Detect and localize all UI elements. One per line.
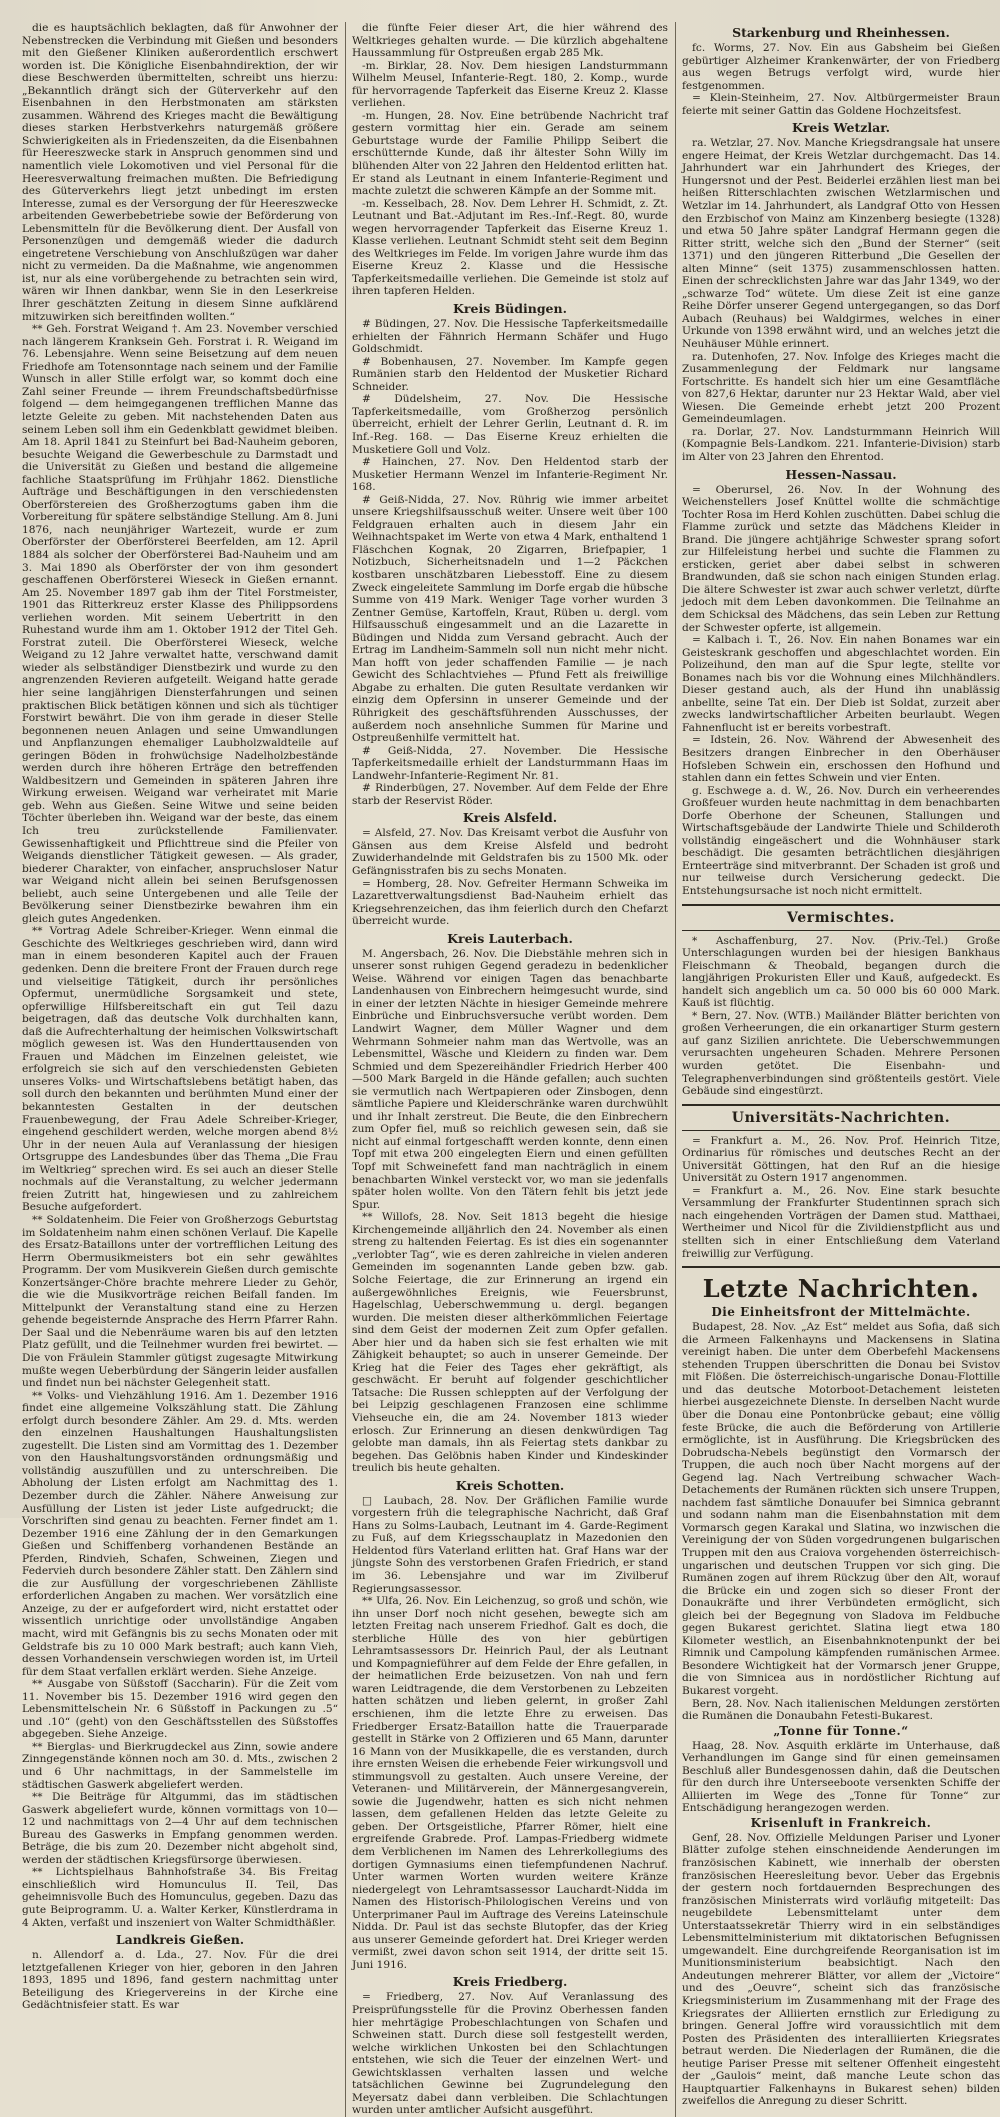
article-ulfa: ** Ulfa, 26. Nov. Ein Leichenzug, so groß und schön, wie ihn unser Dorf noch nicht gesehen, bewegte sich am letzten Freitag nach unserem Friedhof. Galt es doch, die sterbliche Hülle des von hier gebürtigen Lehramtsassessors Dr. Heinrich Paul, der als Leutnant und Kompagnieführer auf dem Felde der Ehre gefallen, in der heimatlichen Erde beizusetzen. Von nah und fern waren Leidtragende, die dem Verstorbenen zu Lebzeiten hatten schätzen und lieben gelernt, in großer Zahl erschienen, ihm die letzte Ehre zu erweisen. Das Friedberger Ersatz-Bataillon hatte die Trauerparade gestellt in Stärke von 2 Offizieren und 65 Mann, darunter 16 Mann von der Musikkapelle, die es verstanden, durch ihre ernsten Weisen die erhebende Feier wirkungsvoll und stimmungsvoll zu gestalten. Auch unsere Vereine, der Veteranen- und Militärverein, der Männergesangverein, sowie die Jugendwehr, hatten es sich nicht nehmen lassen, dem gefallenen Helden das letzte Geleite zu geben. Der Ortsgeistliche, Pfarrer Römer, hielt eine ergreifende Grabrede. Prof. Lampas-Friedberg widmete dem Verblichenen im Namen des Lehrerkollegiums des dortigen Gymnasiums einen tiefempfundenen Nachruf. Unter warmen Worten wurden weitere Kränze niedergelegt von Lehramtsassessor Lauchardt-Nidda im Namen des Historisch-Philologischen Vereins und von Unterprimaner Paul im Auftrage des Vereins Lateinschule Nidda. Dr. Paul ist das sechste Blutopfer, das der Krieg aus unserer Gemeinde gefordert hat. Drei Krieger werden vermißt, zwei davon schon seit 1914, der dritte seit 15. Juni 1916. xyxy=(352,1595,668,1971)
article-birklar: -m. Birklar, 28. Nov. Dem hiesigen Landsturmmann Wilhelm Meusel, Infanterie-Regt. 180, 2. Komp., wurde für hervorragende Tapferkeit das Eiserne Kreuz 2. Klasse verliehen. xyxy=(352,59,668,110)
article-kalbach: = Kalbach i. T., 26. Nov. Ein nahen Bonames war ein Geisteskrank geschoffen und abgeschlachtet worden. Ein Polizeihund, den man auf die Spur legte, stellte vor Bonames nach bis vor die Wohnung eines Milchhändlers. Dieser gestand auch, als der Hund ihn unablässig anbellte, seine Tat ein. Der Dieb ist Soldat, zurzeit aber zwecks landwirtschaftlicher Arbeiten beurlaubt. Wegen Fahnenflucht ist er bereits vorbestraft. xyxy=(682,634,1000,734)
article-bern-2: Bern, 28. Nov. Nach italienischen Meldungen zerstörten die Rumänen die Donaubahn Fetesti-Bukarest. xyxy=(682,1697,1000,1723)
article-friedberg: = Friedberg, 27. Nov. Auf Veranlassung des Preisprüfungsstelle für die Provinz Oberhessen fanden hier mehrtägige Probeschlachtungen von Schafen und Schweinen statt. Durch diese soll festgestellt werden, welche wirklichen Unkosten bei den Schlachtungen entstehen, wie sich die Teuer der einzelnen Wert- und Gewichtsklassen verhalten lassen und welche tatsächlichen Gewinne bei Zugrundelegung den Meyersatz dabei dann verbleiben. Die Schlachtungen wurden unter amtlicher Aufsicht ausgeführt. xyxy=(352,1991,668,2117)
section-box-heading: Universitäts-Nachrichten. xyxy=(682,1104,1000,1131)
article-willofs: ** Willofs, 28. Nov. Seit 1813 begeht die hiesige Kirchengemeinde alljährlich den 24. November als einen streng zu haltenden Feiertag. Es ist dies ein sogenannter „verlobter Tag“, wie es deren zahlreiche in vielen anderen Gemeinden im sogenannten Lande geben bzw. gab. Solche Feiertage, die zur Erinnerung an irgend ein außergewöhnliches Ereignis, wie Feuersbrunst, Hagelschlag, Ueberschwemmung u. dergl. begangen wurden. Die meisten dieser altherkömmlichen Feiertage sind dem Geist der modernen Zeit zum Opfer gefallen. Aber hier und da haben sich sie fest erhalten wie mit Zähigkeit behauptet; so auch in unserer Gemeinde. Der Krieg hat die Feier des Tages eher gekräftigt, als geschwächt. Er beruht auf folgender geschichtlicher Tatsache: Die Russen schleppten auf der Verfolgung der bei Leipzig geschlagenen Franzosen eine schlimme Viehseuche ein, die am 24. November 1813 wieder erlosch. Zur Erinnerung an diesen denkwürdigen Tag gelobte man damals, ihn als Feiertag stets dankbar zu begehen. Das Gelöbnis haben Kinder und Kindeskinder treulich bis heute gehalten. xyxy=(352,1211,668,1475)
article-obituary-weigand: ** Geh. Forstrat Weigand †. Am 23. November verschied nach längerem Kranksein Geh. Forstrat i. R. Weigand im 76. Lebensjahre. Wenn seine Beisetzung auf dem neuen Friedhofe am Totensonntage nach seinem und der Familie Wunsch in aller Stille erfolgt war, so kommt doch eine Zahl seiner Freunde — ihrem Freundschaftsbedürfnisse folgend — dem heimgegangenen trefflichen Manne das letzte Geleite zu geben. Mit nachstehenden Daten aus seinem Leben soll ihm ein Gedenkblatt gewidmet bleiben. Am 18. April 1841 zu Steinfurt bei Bad-Nauheim geboren, besuchte Weigand die Gewerbeschule zu Darmstadt und die Universität zu Gießen und bestand die allgemeine fachliche Staatsprüfung im Frühjahr 1862. Dienstliche Aufträge und Beschäftigungen in den verschiedensten Oberförstereien des Großherzogtums gaben ihm die Vorbereitung für spätere selbständige Stellung. Am 8. Juni 1876, nach neunjähriger Wartezeit, wurde er zum Oberförster der Oberförsterei Beerfelden, am 12. April 1884 als solcher der Oberförsterei Bad-Nauheim und am 3. Mai 1890 als Oberförster der von ihm gesondert geschaffenen Oberförsterei Wieseck in Gießen ernannt. Am 25. November 1897 gab ihm der Titel Forstmeister, 1901 das Ritterkreuz erster Klasse des Philippsordens verliehen worden. Mit seinem Uebertritt in den Ruhestand wurde ihm am 1. Oktober 1912 der Titel Geh. Forstrat zuteil. Die Oberförsterei Wieseck, welche Weigand zu 12 Jahre verwaltet hatte, verschwand damit wieder als selbständiger Dienstbezirk und wurde zu den angrenzenden Revieren aufgeteilt. Weigand hatte gerade hier seine langjährigen Diensterfahrungen und seinen praktischen Blick betätigen können und sich als tüchtiger Forstwirt bewährt. Die von ihm gerade in dieser Stelle begonnenen neuen Anlagen und seine Umwandlungen und Anpflanzungen ehemaliger Laubholzwaldteile auf geringen Böden in frohwüchsige Nadelholzbestände werden durch ihre höheren Erträge den betreffenden Waldbesitzern und Gemeinden in späteren Jahren ihre Wirkung erweisen. Weigand war verheiratet mit Marie geb. Wehn aus Gießen. Seine Witwe und seine beiden Töchter überleben ihn. Weigand war der beste, das einem Ich treu zurückstellende Familienvater. Gewissenhaftigkeit und Pflichttreue sind die Pfeiler von Weigands dienstlicher Tätigkeit gewesen. — Als grader, biederer Charakter, von einfacher, anspruchsloser Natur war Weigand nicht allein bei seinen Berufsgenossen beliebt, auch seine Untergebenen und alle Teile der Bevölkerung seiner Dienstbezirke bewahren ihm ein gleich gutes Angedenken. xyxy=(22,323,338,925)
article-geiss-nidda-2: # Geiß-Nidda, 27. November. Die Hessische Tapferkeitsmedaille erhielt der Landsturmmann Haas im Landwehr-Infanterie-Regiment Nr. 81. xyxy=(352,744,668,782)
article-homberg: = Homberg, 28. Nov. Gefreiter Hermann Schweika im Lazarettverwaltungsdienst Bad-Nauheim erhielt das Kriegsehrenzeichen, das ihm feierlich durch den Chefarzt überreicht wurde. xyxy=(352,877,668,928)
article-oberursel: = Oberursel, 26. Nov. In der Wohnung des Weichenstellers Josef Knüttel wollte die schmächtige Tochter Rosa im Herd Kohlen zuschütten. Dabei schlug die Flamme zurück und setzte das Mädchens Kleider in Brand. Die jüngere achtjährige Schwester sprang sofort zur Hilfeleistung herbei und suchte die Flammen zu ersticken, geriet aber dabei selbst in schweren Brandwunden, daß sie schon nach einigen Stunden erlag. Die ältere Schwester ist zwar auch schwer verletzt, dürfte jedoch mit dem Leben davonkommen. Die Teilnahme an dem Schicksal des Mädchens, das sein Leben zur Rettung der Schwester opferte, ist allgemein. xyxy=(682,483,1000,634)
subheading: Die Einheitsfront der Mittelmächte. xyxy=(711,1305,971,1320)
subheading: „Tonne für Tonne.“ xyxy=(773,1723,909,1738)
article-dorlar: ra. Dorlar, 27. Nov. Landsturmmann Heinrich Will (Kompagnie Bels-Landkom. 221. Infanterie-Division) starb im Alter von 23 Jahren den Ehrentod. xyxy=(682,425,1000,463)
article-bobenhausen: # Bobenhausen, 27. November. Im Kampfe gegen Rumänien starb den Heldentod der Musketier Richard Schneider. xyxy=(352,355,668,393)
article-saccharin: ** Ausgabe von Süßstoff (Saccharin). Für die Zeit vom 11. November bis 15. Dezember 1916 wird gegen den Lebensmittelschein Nr. 6 Süßstoff in Packungen zu .5“ und .10“ (geht) von den Geschäftsstellen des Süßstoffes abgegeben. Siehe Anzeige. xyxy=(22,1678,338,1741)
article-tin: ** Bierglas- und Bierkrugdeckel aus Zinn, sowie andere Zinngegenstände können noch am 30. d. Mts., zwischen 2 und 6 Uhr nachmittags, in der Sammelstelle im städtischen Gaswerk abgeliefert werden. xyxy=(22,1740,338,1791)
article-hungen: -m. Hungen, 28. Nov. Eine betrübende Nachricht traf gestern vormittag hier ein. Gerade am seinem Geburtstage wurde der Familie Philipp Seibert die erschütternde Kunde, daß ihr ältester Sohn Willy im blühenden Alter von 22 Jahren den Heldentod erlitten hat. Er stand als Leutnant in einem Infanterie-Regiment und machte zuletzt die schweren Kämpfe an der Somme mit. xyxy=(352,109,668,198)
article-text: die fünfte Feier dieser Art, die hier während des Weltkrieges gehalten wurde. — Die kürzlich abgehaltene Haussammlung für Ostpreußen ergab 285 Mk. xyxy=(352,22,668,60)
article-dutenhofen: ra. Dutenhofen, 27. Nov. Infolge des Krieges macht die Zusammenlegung der Feldmark nur langsame Fortschritte. Es handelt sich hier um eine Gesamtfläche von 827,6 Hektar, darunter nur 23 Hektar Wald, aber viel Wiesen. Die Gemeinde erhebt jetzt 200 Prozent Gemeindeumlagen. xyxy=(682,350,1000,426)
article-angersbach: M. Angersbach, 26. Nov. Die Diebstähle mehren sich in unserer sonst ruhigen Gegend geradezu in bedenklicher Weise. Während vor einigen Tagen das benachbarte Landenhausen von Einbrechern heimgesucht wurde, sind in einer der letzten Nächte in hiesiger Gemeinde mehrere Einbrüche und Einbruchsversuche verübt worden. Dem Landwirt Wagner, dem Müller Wagner und dem Wehrmann Sohmeier nahm man das Wertvolle, was an Lebensmittel, Wäsche und Kleidern zu finden war. Dem Schmied und dem Spezereihändler Friedrich Herber 400—500 Mark Bargeld in die Hände gefallen; auch suchten sie vermutlich nach Wertpapieren oder Zinsbogen, denn sämtliche Papiere und Kleiderschränke waren durchwühlt und ihr Inhalt zerstreut. Die Beute, die den Einbrechern zum Opfer fiel, muß so reichlich gewesen sein, daß sie nicht auf einmal fortgeschafft werden konnte, denn einen Topf mit etwa 200 eingelegten Eiern und einen gefüllten Topf mit Schweinefett fand man nachträglich in einem benachbarten Winkel versteckt vor, wo man sie jedenfalls später holen wollte. Von den Tätern fehlt bis jetzt jede Spur. xyxy=(352,947,668,1211)
article-haag: Haag, 28. Nov. Asquith erklärte im Unterhause, daß Verhandlungen im Gange sind für einen gemeinsamen Beschluß aller Bundesgenossen dahin, daß die Deutschen für den durch ihre Unterseeboote versenkten Schiffe der Alliierten im Wege des „Tonne für Tonne“ zur Entschädigung herangezogen werden. xyxy=(682,1739,1000,1815)
article-alsfeld: = Alsfeld, 27. Nov. Das Kreisamt verbot die Ausfuhr von Gänsen aus dem Kreise Alsfeld und bedroht Zuwiderhandelnde mit Geldstrafen bis zu 1500 Mk. oder Gefängnisstrafen bis zu sechs Monaten. xyxy=(352,827,668,877)
article-duedelsheim: # Düdelsheim, 27. Nov. Die Hessische Tapferkeitsmedaille, vom Großherzog persönlich überreicht, erhielt der Lehrer Gerlin, Leutnant d. R. im Inf.-Reg. 168. — Das Eiserne Kreuz erhielten die Musketiere Goll und Volz. xyxy=(352,393,668,456)
article-geiss-nidda: # Geiß-Nidda, 27. Nov. Rührig wie immer arbeitet unsere Kriegshilfsausschuß weiter. Unsere weit über 100 Feldgrauen erhalten auch in diesem Jahr ein Weihnachtspaket im Werte von etwa 4 Mark, enthaltend 1 Fläschchen Kognak, 20 Zigarren, Briefpapier, 1 Notizbuch, Sicherheitsnadeln und 1—2 Päckchen kostbaren unschätzbaren Liebesstoff. Eine zu diesem Zweck eingeleitete Sammlung im Dorfe ergab die hübsche Summe von 419 Mark. Weniger Tage vorher wurden 3 Zentner Gemüse, Kartoffeln, Kraut, Rüben u. dergl. vom Hilfsausschuß eingesammelt und an die Lazarette in Büdingen und Nidda zum Versand gebracht. Auch der Ertrag im Landheim-Sammeln soll nun nicht mehr nicht. Man hofft von jeder schaffenden Familie — je nach Gewicht des Schlachtviehes — Pfund Fett als freiwillige Abgabe zu erhalten. Die guten Resultate verdanken wir einzig dem Opfersinn in unserer Gemeinde und der Rührigkeit des geschäftsführenden Ausschusses, der außerdem noch ansehnliche Summen für Marine und Ostpreußenhilfe vermittelt hat. xyxy=(352,493,668,745)
subheading: Krisenluft in Frankreich. xyxy=(750,1815,932,1830)
article-buedingen: # Büdingen, 27. Nov. Die Hessische Tapferkeitsmedaille erhielten der Fähnrich Hermann Schäfer und Hugo Goldschmidt. xyxy=(352,318,668,356)
article-kesselbach: -m. Kesselbach, 28. Nov. Dem Lehrer H. Schmidt, z. Zt. Leutnant und Bat.-Adjutant im Res.-Inf.-Regt. 80, wurde wegen hervorragender Tapferkeit das Eiserne Kreuz 1. Klasse verliehen. Leutnant Schmidt steht seit dem Beginn des Weltkrieges im Felde. Im vorigen Jahre wurde ihm das Eiserne Kreuz 2. Klasse und die Hessische Tapferkeitsmedaille verliehen. Die Gemeinde ist stolz auf ihren tapferen Helden. xyxy=(352,197,668,298)
article-census: ** Volks- und Viehzählung 1916. Am 1. Dezember 1916 findet eine allgemeine Volkszählung statt. Die Zählung erfolgt durch besondere Zähler. Am 29. d. Mts. werden den einzelnen Haushaltungen Haushaltungslisten zugestellt. Die Listen sind am Vormittag des 1. Dezember von den Haushaltungsvorständen ordnungsmäßig und vollständig auszufüllen und zu unterschreiben. Die Abholung der Listen erfolgt am Nachmittag des 1. Dezember durch die Zähler. Nähere Anweisung zur Ausfüllung der Listen ist jeder Liste aufgedruckt; die Vorschriften sind genau zu beachten. Ferner findet am 1. Dezember 1916 eine Zählung der in den Gemarkungen Gießen und Schiffenberg vorhandenen Bestände an Pferden, Rindvieh, Schafen, Schweinen, Ziegen und Federvieh durch besondere Zähler statt. Den Zählern sind die zur Ausfüllung der vorgeschriebenen Zählliste erforderlichen Angaben zu machen. Wer vorsätzlich eine Anzeige, zu der er aufgefordert wird, nicht erstattet oder wissentlich unrichtige oder unvollständige Angaben macht, wird mit Gefängnis bis zu sechs Monaten oder mit Geldstrafe bis zu 10 000 Mark bestraft; auch kann Vieh, dessen Vorhandensein verschwiegen worden ist, im Urteil für dem Staat verfallen erklärt werden. Siehe Anzeige. xyxy=(22,1389,338,1678)
section-heading: Kreis Friedberg. xyxy=(452,1974,568,1990)
article-idstein: = Idstein, 26. Nov. Während der Abwesenheit des Besitzers drangen Einbrecher in den Oberhäuser Hofsleben Schwein ein, erschossen den Hofhund und stahlen dann ein fettes Schwein und vier Enten. xyxy=(682,734,1000,785)
article-eschwege: g. Eschwege a. d. W., 26. Nov. Durch ein verheerendes Großfeuer wurden heute nachmittag in dem benachbarten Dorfe Oberhone der Scheunen, Stallungen und Wirtschaftsgebäude der Landwirte Thiele und Schilderoth vollständig eingeäschert und die Wohnhäuser stark beschädigt. Die gesamten beträchtlichen diesjährigen Ernteerträge sind mitverbrannt. Der Schaden ist groß und nur teilweise durch Versicherung gedeckt. Die Entstehungsursache ist noch nicht ermittelt. xyxy=(682,784,1000,897)
section-heading: Kreis Büdingen. xyxy=(453,301,567,317)
article-text: die es hauptsächlich beklagten, daß für Anwohner der Nebenstrecken die Verbindung mit Gießen und besonders mit den Gießener Kliniken außerordentlich erschwert worden ist. Die Königliche Eisenbahndirektion, der wir diese Beschwerden übermittelten, schreibt uns hierzu: „Bekanntlich drängt sich der Güterverkehr auf den Eisenbahnen in den Herbstmonaten am stärksten zusammen. Während des Krieges macht die Bewältigung dieses starken Herbstverkehrs naturgemäß größere Schwierigkeiten als in Friedenszeiten, da die Eisenbahnen für Heereszwecke stark in Anspruch genommen sind und namentlich viele Lokomotiven und viel Personal für die Heeresverwaltung freimachen mußten. Die Befriedigung des Güterverkehrs liegt jetzt unbedingt im ersten Interesse, zumal es der Versorgung der für Heereszwecke arbeitenden Gewerbebetriebe sowie der Beförderung von Lebensmitteln für die Bevölkerung dient. Der Ausfall von Personenzügen und demgemäß wieder die dadurch eingetretene Verschiebung von Anschlußzügen war daher nicht zu vermeiden. Da die Maßnahme, wie angenommen ist, nur als eine vorübergehende zu betrachten sein wird, wären wir Ihnen dankbar, wenn Sie in den Leserkreise Ihrer geschätzten Zeitung in diesem Sinne aufklärend mitzuwirken sich bereitfinden wollten.“ xyxy=(22,22,338,323)
article-soldatenheim: ** Soldatenheim. Die Feier von Großherzogs Geburtstag im Soldatenheim nahm einen schönen Verlauf. Die Kapelle des Ersatz-Bataillons unter der vortrefflichen Leitung des Herrn Obermusikmeisters bot ein sehr gewähltes Programm. Der vom Musikverein Gießen durch gemischte Konzertsänger-Chöre brachte mehrere Lieder zu Gehör, die wie die Musikvorträge reichen Beifall fanden. Im Mittelpunkt der Veranstaltung stand eine zu Herzen gehende begeisternde Ansprache des Herrn Pfarrer Rahn. Der Saal und die Nebenräume waren bis auf den letzten Platz gefüllt, und die Teilnehmer wurden frei bewirtet. — Die von Fräulein Stammler gütigst zugesagte Mitwirkung mußte wegen Ueberbürdung der Sängerin leider ausfallen und findet nun bei nächster Gelegenheit statt. xyxy=(22,1213,338,1390)
column-3 xyxy=(682,22,1000,2117)
article-wetzlar: ra. Wetzlar, 27. Nov. Manche Kriegsdrangsale hat unsere engere Heimat, der Kreis Wetzlar durchgemacht. Das 14. Jahrhundert war ein Jahrhundert des Krieges, der Hungersnot und der Pest. Beiderlei erzählen liest man bei heißen Ritterschlachten zwischen Wetzlarmischen und Wetzlar im 14. Jahrhundert, als Landgraf Otto von Hessen den Erzbischof von Mainz am Kinzenberg besiegte (1328) und etwa 50 Jahre später Landgraf Hermann gegen die Ritter stritt, welche sich den „Bund der Sterner“ (seit 1371) und den jüngeren Ritterbund „Die Gesellen der alten Minne“ (seit 1375) zusammenschlossen hatten. Einen der schrecklichsten Jahre war das Jahr 1349, wo der „schwarze Tod“ wütete. Um diese Zeit ist eine ganze Reihe Dörfer unserer Gegend untergegangen, so das Dorf Aubach (Reuhaus) bei Waldgirmes, welches in einer Urkunde von 1398 erwähnt wird, und an welches jetzt die Neuhäuser Mühle erinnert. xyxy=(682,137,1000,351)
article-klein-steinheim: = Klein-Steinheim, 27. Nov. Altbürgermeister Braun feierte mit seiner Gattin das Goldene Hochzeitsfest. xyxy=(682,92,1000,117)
section-heading: Starkenburg und Rheinhessen. xyxy=(732,25,950,40)
divider xyxy=(682,1266,1000,1268)
article-frankfurt-1: = Frankfurt a. M., 26. Nov. Prof. Heinrich Titze, Ordinarius für römisches und deutsches Recht an der Universität Göttingen, hat den Ruf an die hiesige Universität zu Ostern 1917 angenommen. xyxy=(682,1134,1000,1185)
article-laubach: □ Laubach, 28. Nov. Der Gräflichen Familie wurde vorgestern früh die telegraphische Nachricht, daß Graf Hans zu Solms-Laubach, Leutnant im 4. Garde-Regiment zu Fuß, auf dem Kriegsschauplatz in Mazedonien den Heldentod fürs Vaterland erlitten hat. Graf Hans war der jüngste Sohn des verstorbenen Grafen Friedrich, er stand im 36. Lebensjahre und war im Zivilberuf Regierungsassessor. xyxy=(352,1494,668,1595)
article-rinderbuegen: # Rinderbügen, 27. November. Auf dem Felde der Ehre starb der Reservist Röder. xyxy=(352,782,668,807)
section-heading: Kreis Lauterbach. xyxy=(447,930,573,946)
section-box-heading: Vermischtes. xyxy=(682,904,1000,931)
article-hainchen: # Hainchen, 27. Nov. Den Heldentod starb der Musketier Hermann Wenzel im Infanterie-Regiment Nr. 168. xyxy=(352,456,668,494)
article-frankfurt-2: = Frankfurt a. M., 26. Nov. Eine stark besuchte Versammlung der Frankfurter Studentinnen sprach sich nach eingehenden Vorträgen der Damen stud. Matthaei, Wertheimer und Nicol für die Zivildienstpflicht aus und stellten sich in einer Entschließung dem Vaterland freiwillig zur Verfügung. xyxy=(682,1184,1000,1260)
column-2 xyxy=(352,22,668,2117)
article-budapest: Budapest, 28. Nov. „Az Est“ meldet aus Sofia, daß sich die Armeen Falkenhayns und Mackensens in Slatina vereinigt haben. Die unter dem Oberbefehl Mackensens stehenden Truppen überschritten die Donau bei Svistov mit Flößen. Die österreichisch-ungarische Donau-Flottille und das deutsche Motorboot-Detachement leisteten hierbei ausgezeichnete Dienste. In derselben Nacht wurde über die Donau eine Pontonbrücke gebaut; eine völlig feste Brücke, die auch die Beförderung von Artillerie ermöglichte, ist in Ausführung. Die Kriegsbrücken des Dobrudscha-Nebels begünstigt den Vormarsch der Truppen, die auch noch über Nacht morgens auf der Gegend lag. Nach Vertreibung schwacher Wach-Detachements der Rumänen rückten sich unsere Truppen, nachdem fast sämtliche Donauufer bei Simnica gebrannt und sodann nahm man die Eisenbahnstation mit dem Vormarsch gegen Karakal und Slatina, wo inzwischen die Vereinigung der von Süden vorgedrungenen bulgarischen Truppen mit den aus Craiova vorgehenden österreichisch-ungarischen und deutschen Truppen vor sich ging. Die Rumänen zogen auf ihrem Rückzug über den Alt, worauf die Brücke ein und zogen sich so dieser Front der Donaukräfte und ihrer Verbündeten ermöglicht, sich gleich bei der Begegnung von Sladova im Feldbuche gegen Bukarest gerichtet. Slatina liegt etwa 180 Kilometer westlich, an Eisenbahnknotenpunkt der bei Rimnik und Campolung kämpfenden rumänischen Armee. Besondere Wichtigkeit hat der Vormarsch jener Gruppe, die von Simnicea aus in nordöstlicher Richtung auf Bukarest vorgeht. xyxy=(682,1321,1000,1697)
article-cinema: ** Lichtspielhaus Bahnhofstraße 34. Bis Freitag einschließlich wird Homunculus II. Teil, Das geheimnisvolle Buch des Homunculus, gegeben. Dazu das gute Beiprogramm. U. a. Walter Kerker, Künstlerdrama in 4 Akten, verfaßt und inszeniert von Walter Schmidthäßler. xyxy=(22,1866,338,1929)
article-lecture: ** Vortrag Adele Schreiber-Krieger. Wenn einmal die Geschichte des Weltkrieges geschrieben wird, dann wird man in einem besonderen Kapitel auch der Frauen gedenken. Denn die breitere Front der Frauen durch rege und vielseitige Tätigkeit, durch ihr persönliches Opfermut, unermüdliche Sorgsamkeit und stete, opferwillige Hilfsbereitschaft ein gut Teil dazu beigetragen, daß das deutsche Volk durchhalten kann, daß die Aufrechterhaltung der heimischen Volkswirtschaft möglich gewesen ist. Was den Hunderttausenden von Frauen und Mädchen im Einzelnen geleistet, wie erfolgreich sie sich auf den verschiedensten Gebieten unseres Volks- und Wirtschaftslebens betätigt haben, das soll durch den bekannten und berühmten Mund einer der bekanntesten Gestalten in der deutschen Frauenbewegung, der Frau Adele Schreiber-Krieger, eingehend geschildert werden, welche morgen abend 8½ Uhr in der neuen Aula auf Veranlassung der hiesigen Ortsgruppe des Landesbundes über das Thema „Die Frau im Weltkrieg“ sprechen wird. Es sei auch an dieser Stelle nochmals auf die Veranstaltung, zu welcher jedermann freien Zutritt hat, hingewiesen und zu zahlreichem Besuche aufgefordert. xyxy=(22,925,338,1214)
article-bern: * Bern, 27. Nov. (WTB.) Mailänder Blätter berichten von großen Verheerungen, die ein orkanartiger Sturm gestern auf ganz Sizilien anrichtete. Die Ueberschwemmungen verursachten ungeheuren Schaden. Mehrere Personen wurden getötet. Die Eisenbahn- und Telegraphenverbindungen sind größtenteils gestört. Viele Gebäude sind eingestürzt. xyxy=(682,1009,1000,1098)
section-heading: Kreis Wetzlar. xyxy=(791,120,891,136)
latest-news-heading: Letzte Nachrichten. xyxy=(702,1274,980,1304)
article-allendorf: n. Allendorf a. d. Lda., 27. Nov. Für die drei letztgefallenen Krieger von hier, geboren in den Jahren 1893, 1895 und 1896, fand gestern nachmittag unter Beteiligung des Kriegervereins in der Kirche eine Gedächtnisfeier statt. Es war xyxy=(22,1949,338,2012)
article-genf: Genf, 28. Nov. Offizielle Meldungen Pariser und Lyoner Blätter zufolge stehen einschneidende Aenderungen im französischen Kabinett, wie innerhalb der obersten französischen Heeresleitung bevor. Ueber das Ergebnis der gestern noch fortdauernden Besprechungen des französischen Ministerrats wird vorläufig mitgeteilt: Das neugebildete Lebensmittelamt unter dem Unterstaatssekretär Thierry wird in ein selbständiges Lebensmittelministerium mit diktatorischen Befugnissen umgewandelt. Eine durchgreifende Reorganisation ist im Munitionsministerium beabsichtigt. Nach den Andeutungen mehrerer Blätter, vor allem der „Victoire“ und des „Oeuvre“, scheint sich das französische Kriegsministerium im Zusammenhang mit der Frage des Kriegsrates der Alliierten ernstlich zur Erledigung zu bringen. General Joffre wird voraussichtlich mit dem Posten des Präsidenten des interalliierten Kriegsrates betraut werden. Die Niederlagen der Rumänen, die die heutige Pariser Presse mit seltener Offenheit eingesteht der „Gaulois“ meint, daß manche Leute schon das Hauptquartier Falkenhayns in Bukarest sehen) bilden zweifellos die Anregung zu dieser Schritt. xyxy=(682,1831,1000,2108)
column-1 xyxy=(22,22,338,2117)
article-rubber: ** Die Beiträge für Altgummi, das im städtischen Gaswerk abgeliefert wurde, können vormittags von 10—12 und nachmittags von 2—4 Uhr auf dem technischen Bureau des Gaswerks in Empfang genommen werden. Beträge, die bis zum 20. Dezember nicht abgeholt sind, werden der städtischen Kriegsfürsorge überwiesen. xyxy=(22,1791,338,1866)
article-worms: fc. Worms, 27. Nov. Ein aus Gabsheim bei Gießen gebürtiger Alzheimer Krankenwärter, der von Friedberg aus wegen Betrugs verfolgt wird, wurde hier festgenommen. xyxy=(682,42,1000,92)
section-heading: Kreis Alsfeld. xyxy=(462,810,558,826)
article-aschaffenburg: * Aschaffenburg, 27. Nov. (Priv.-Tel.) Große Unterschlagungen wurden bei der hiesigen Bankhaus Fleischmann & Theobald, begangen durch die langjährigen Prokuristen Eller und Kauß, aufgedeckt. Es handelt sich angeblich um ca. 50 000 bis 60 000 Mark. Kauß ist flüchtig. xyxy=(682,934,1000,1010)
section-heading: Landkreis Gießen. xyxy=(115,1932,245,1948)
section-heading: Kreis Schotten. xyxy=(455,1477,565,1493)
section-heading: Hessen-Nassau. xyxy=(785,466,897,482)
